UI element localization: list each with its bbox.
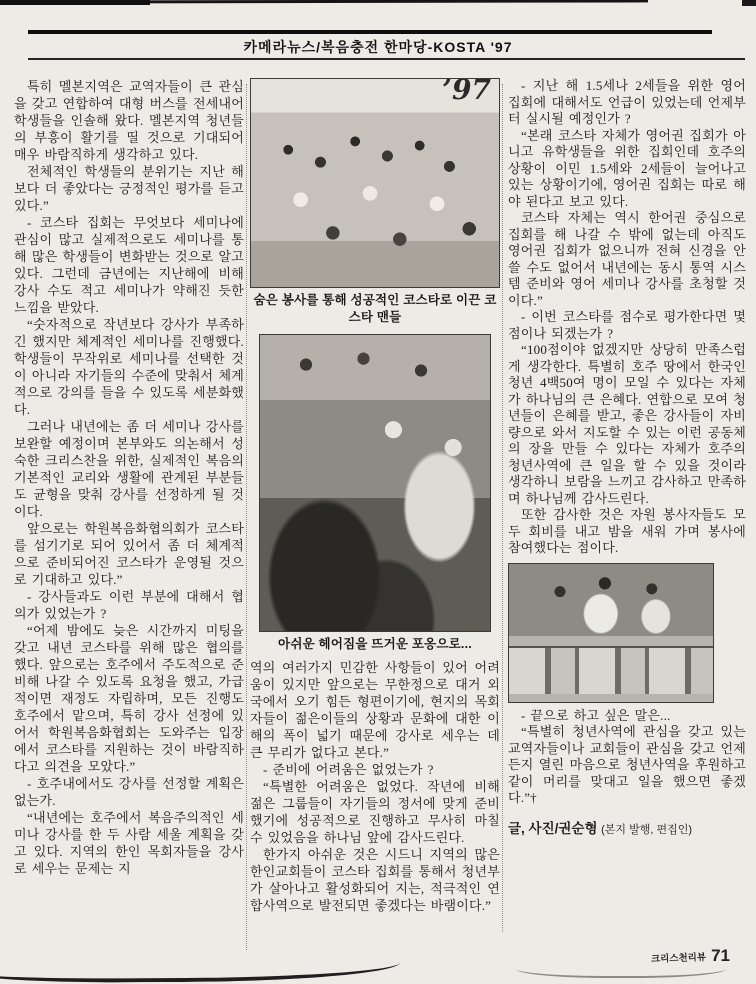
farewell-hug-photo <box>259 334 491 632</box>
scan-artifact-top-right <box>742 0 756 6</box>
volunteers-tape-duplication-photo <box>508 563 714 703</box>
scan-artifact-bottom <box>0 962 400 983</box>
publication-name: 크리스천리뷰 <box>650 952 707 965</box>
paragraph: 그러나 내년에는 좀 더 세미나 강사를 보완할 예정이며 본부와도 의논해서 성숙한 크리스찬을 위한, 실제적인 복음의 기본적인 교리와 생활에 관계된 부분들도 균형을 맞춰 강사를 선정하게 될 것이다. <box>14 419 244 519</box>
tape-machines-row <box>509 646 713 694</box>
paragraph: - 준비에 어려움은 없었는가 ? <box>263 762 434 777</box>
paragraph: 역의 여러가지 민감한 사항들이 있어 어려움이 있지만 앞으로는 무한정으로 대거 외국에서 오기 힘든 형편이기에, 현지의 목회자들이 젊은이들의 상황과 문화에 대한 이해의 폭이 넓기 때문에 강사로 세우는 데 큰 무리가 없다고 본다.” <box>250 660 500 760</box>
paragraph: “내년에는 호주에서 복음주의적인 세미나 강사를 한 두 사람 세울 계획을 갖고 있다. 지역의 한인 목회자들을 강사로 세우는 문제는 지 <box>14 810 244 876</box>
page-header-title: 카메라뉴스/복음충전 한마당-KOSTA '97 <box>243 39 513 55</box>
column-divider-right <box>502 84 503 932</box>
paragraph: “어제 밤에도 늦은 시간까지 미팅을 갖고 내년 코스타를 위해 많은 협의를 했다. 앞으로는 호주에서 주도적으로 준비해 나갈 수 있도록 요청을 했고, 가급적이면 재정도 자립하며, 모든 진행도 호주에서 맡으며, 특히 강사 선정에 있어서 학원복음화협회는 도와주는 입장에서 코스타를 지원하는 것이 바람직하다고 의견을 모았다.” <box>14 623 244 774</box>
paragraph: 한가지 아쉬운 것은 시드니 지역의 많은 한인교회들이 코스타 집회를 통해서 청년부가 살아나고 활성화되어 지는, 적극적인 연합사역으로 발전되면 좋겠다는 바램이다.” <box>250 847 500 913</box>
paragraph: “특별한 어려움은 없었다. 작년에 비해 젊은 그룹들이 자기들의 정서에 맞게 준비했기에 성공적으로 진행하고 무사히 마칠 수 있었음을 하나님 앞에 감사드린다. <box>250 779 500 845</box>
scan-artifact-top-left <box>0 0 150 5</box>
page-footer <box>651 946 730 966</box>
byline-role: (본지 발행, 편집인) <box>601 823 693 836</box>
photo-caption: 숨은 봉사를 통해 성공적인 코스타로 이끈 코스타 맨들 <box>253 293 497 324</box>
left-column <box>14 78 244 877</box>
paragraph: 특히 멜본지역은 교역자들이 큰 관심을 갖고 연합하여 대형 버스를 전세내어 학생들을 인솔해 왔다. 멜본지역 청년들의 부흥이 활기를 띨 것으로 기대되어 매우 바람직하게 생각하고 있다. <box>14 79 244 162</box>
paragraph: 앞으로는 학원복음화협의회가 코스타를 섬기기로 되어 있어서 좀 더 체계적으로 준비되어진 코스타가 운영될 것으로 기대하고 있다.” <box>14 521 244 587</box>
byline <box>508 821 746 839</box>
column-divider-left <box>246 84 247 950</box>
paragraph: - 끝으로 하고 싶은 말은... <box>521 707 671 723</box>
middle-column <box>250 78 500 914</box>
paragraph: “특별히 청년사역에 관심을 갖고 있는 교역자들이나 교회들이 관심을 갖고 언제든지 열린 마음으로 청년사역을 후원하고 같이 머리를 맞대고 일을 했으면 좋겠다.”† <box>508 724 746 805</box>
paragraph: “본래 코스타 자체가 영어권 집회가 아니고 유학생들을 위한 집회인데 호주의 상황이 이민 1.5세와 2세들이 늘어나고 있는 상황이기에, 영어권 집회는 따로 해야 된다고 보고 있다. <box>508 127 746 209</box>
header-rule-thin <box>28 58 745 60</box>
paragraph: - 호주내에서도 강사를 선정할 계획은 없는가. <box>14 776 244 808</box>
page-number: 71 <box>711 946 730 965</box>
photo-banner-year-text: ’97 <box>442 78 491 106</box>
paragraph: - 지난 해 1.5세나 2세들을 위한 영어 집회에 대해서도 언급이 있었는데 언제부터 실시될 예정인가 ? <box>508 78 746 126</box>
paragraph: - 이번 코스타를 점수로 평가한다면 몇점이나 되겠는가 ? <box>508 309 746 341</box>
photo-caption: 아쉬운 헤어짐을 뜨거운 포옹으로... <box>278 637 472 651</box>
paragraph: 코스타 자체는 역시 한어권 중심으로 집회를 해 나갈 수 밖에 없는데 아직도 영어권 집회가 없으니까 전혀 신경을 안 쓸 수도 없어서 내년에는 동시 통역 시스템 준비와 영어 세미나 강사를 초청할 것이다.” <box>508 210 746 308</box>
right-column <box>508 78 746 838</box>
header-rule-thick <box>28 30 712 34</box>
paragraph: - 강사들과도 이런 부분에 대해서 협의가 있었는가 ? <box>14 589 244 621</box>
scan-artifact-bottom-right <box>516 968 726 978</box>
paragraph: - 코스타 집회는 무엇보다 세미나에 관심이 많고 실제적으로도 세미나를 통해 많은 학생들이 변화받는 것으로 알고 있다. 그런데 금년에는 지난해에 비해 강사 수도 적고 세미나가 약해진 듯한 느낌을 받았다. <box>14 215 244 315</box>
byline-author: 글, 사진/권순형 <box>508 820 598 836</box>
paragraph: “숫자적으로 작년보다 강사가 부족하긴 했지만 체계적인 세미나를 진행했다. 학생들이 무작위로 세미나를 선택한 것이 아니라 자기들의 수준에 맞춰서 체계적으로 강의를 들을 수 있도록 세분화했다. <box>14 317 244 417</box>
paragraph: 전체적인 학생들의 분위기는 지난 해보다 더 좋았다는 긍정적인 평가를 듣고 있다.” <box>14 164 244 213</box>
paragraph: 또한 감사한 것은 자원 봉사자들도 모두 회비를 내고 밤을 새워 가며 봉사에 참여했다는 점이다. <box>508 507 746 555</box>
kosta-group-photo <box>250 78 500 288</box>
paragraph: “100점이야 없겠지만 상당히 만족스럽게 생각한다. 특별히 호주 땅에서 한국인 청년 4백50여 명이 모일 수 있다는 자체가 하나님의 큰 은혜다. 연합으로 모여 청년들이 은혜를 받고, 좋은 강사들이 자비량으로 와서 지도할 수 있는 이런 공동체의 장을 만들 수 있다는 자체가 호주의 청년사역에 큰 일을 할 수 있을 것이라 생각하니 보람을 느끼고 감사하고 만족하며 하나님께 감사드린다. <box>508 342 746 506</box>
